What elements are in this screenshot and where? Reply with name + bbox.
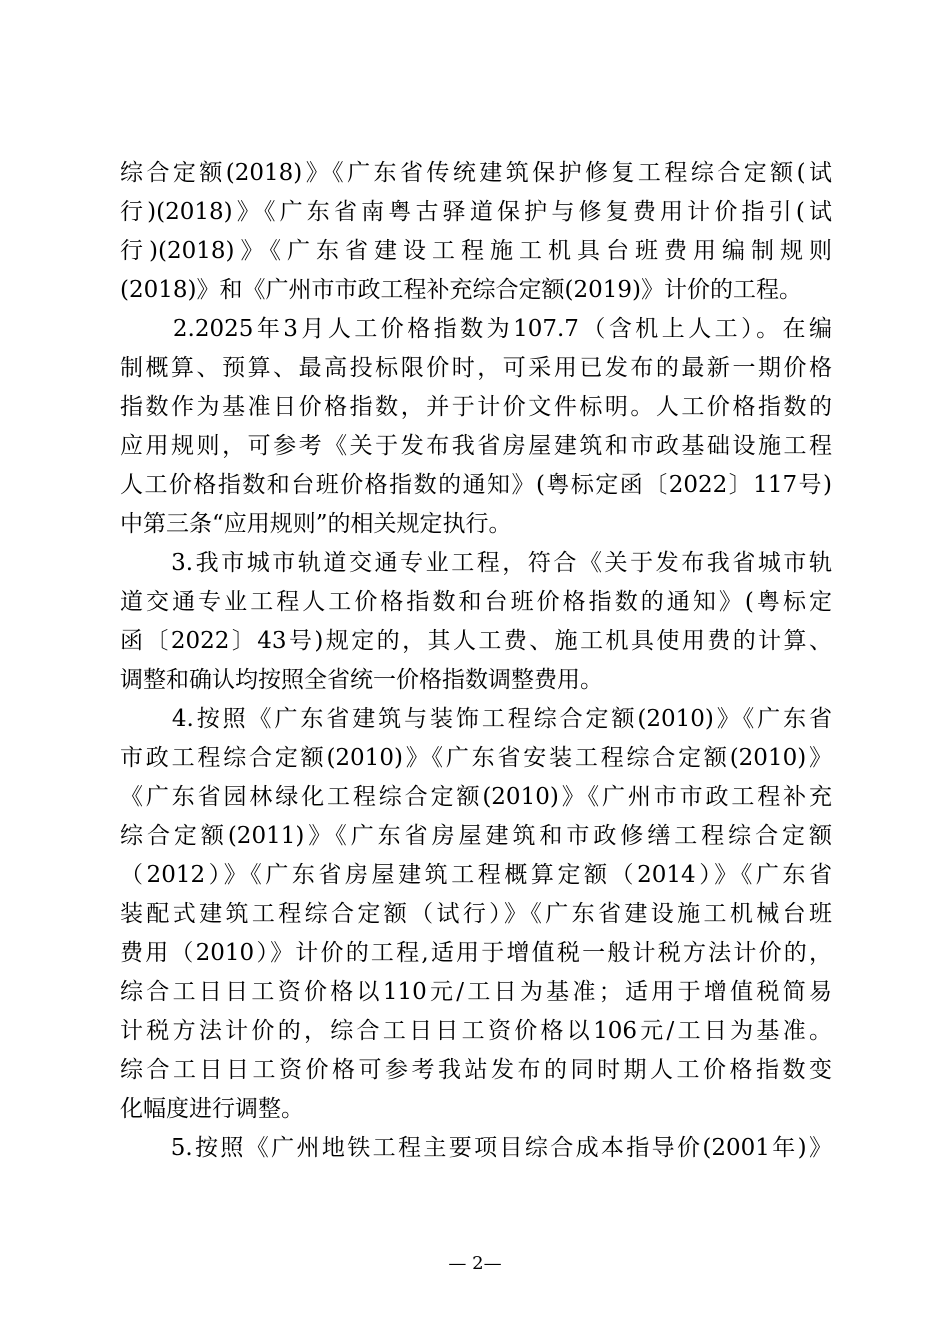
text-line: 4.按照《广东省建筑与装饰工程综合定额(2010)》《广东省 [120, 706, 832, 732]
text-line: 装配式建筑工程综合定额（试行）》《广东省建设施工机械台班 [120, 901, 832, 927]
text-line: 行)(2018)》《广东省建设工程施工机具台班费用编制规则 [120, 238, 832, 264]
text-line: 综合定额(2011)》《广东省房屋建筑和市政修缮工程综合定额 [120, 823, 832, 849]
text-line: 人工价格指数和台班价格指数的通知》(粤标定函〔2022〕117号) [120, 472, 832, 498]
text-line: 综合工日日工资价格以110元/工日为基准；适用于增值税简易 [120, 979, 832, 1005]
text-line: 3.我市城市轨道交通专业工程，符合《关于发布我省城市轨 [120, 550, 832, 576]
body-text [120, 160, 832, 1174]
text-line: (2018)》和《广州市市政工程补充综合定额(2019)》计价的工程。 [120, 277, 802, 303]
text-line: 化幅度进行调整。 [120, 1096, 304, 1122]
text-line: 计税方法计价的，综合工日日工资价格以106元/工日为基准。 [120, 1018, 832, 1044]
text-line: 5.按照《广州地铁工程主要项目综合成本指导价(2001年)》 [120, 1135, 832, 1161]
text-line: 费用（2010）》计价的工程,适用于增值税一般计税方法计价的， [120, 940, 832, 966]
text-line: 中第三条“应用规则”的相关规定执行。 [120, 511, 512, 537]
text-line: 制概算、预算、最高投标限价时，可采用已发布的最新一期价格 [120, 355, 832, 381]
text-line: 综合工日日工资价格可参考我站发布的同时期人工价格指数变 [120, 1057, 832, 1083]
text-line: （2012）》《广东省房屋建筑工程概算定额（2014）》《广东省 [120, 862, 832, 888]
text-line: 综合定额(2018)》《广东省传统建筑保护修复工程综合定额(试 [120, 160, 832, 186]
text-line: 应用规则，可参考《关于发布我省房屋建筑和市政基础设施工程 [120, 433, 832, 459]
text-line: 行)(2018)》《广东省南粤古驿道保护与修复费用计价指引(试 [120, 199, 832, 225]
page-number: — 2— [448, 1253, 502, 1274]
text-line: 市政工程综合定额(2010)》《广东省安装工程综合定额(2010)》 [120, 745, 832, 771]
text-line: 2.2025年3月人工价格指数为107.7（含机上人工）。在编 [120, 316, 832, 342]
text-line: 指数作为基准日价格指数，并于计价文件标明。人工价格指数的 [120, 394, 832, 420]
text-line: 道交通专业工程人工价格指数和台班价格指数的通知》(粤标定 [120, 589, 832, 615]
text-line: 调整和确认均按照全省统一价格指数调整费用。 [120, 667, 603, 693]
text-line: 函〔2022〕43号)规定的，其人工费、施工机具使用费的计算、 [120, 628, 832, 654]
text-line: 《广东省园林绿化工程综合定额(2010)》《广州市市政工程补充 [120, 784, 832, 810]
